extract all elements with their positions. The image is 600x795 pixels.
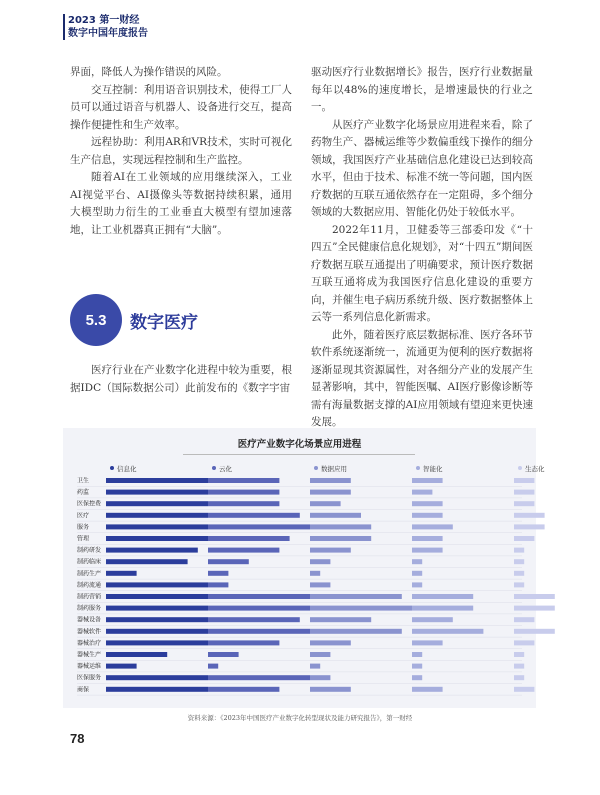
bar	[310, 571, 320, 576]
bar	[412, 664, 422, 669]
bar	[106, 559, 188, 564]
category-label: 器械治疗	[77, 639, 102, 647]
page-number: 78	[70, 731, 85, 746]
bar	[310, 640, 351, 645]
bar	[106, 664, 137, 669]
bar	[208, 675, 310, 680]
bar	[106, 606, 208, 611]
paragraph: 随着AI在工业领域的应用继续深入，工业AI视觉平台、AI摄像头等数据持续积累，通用大模型助力衍生的工业垂直大模型有望加速落地，让工业机器真正拥有“大脑”。	[70, 171, 292, 236]
category-label: 卫生	[77, 477, 90, 485]
category-label: 器械运维	[77, 663, 102, 671]
bar	[208, 548, 279, 553]
section-title: 数字医疗	[130, 312, 198, 333]
bar	[208, 478, 279, 483]
legend-marker	[314, 466, 318, 470]
bar	[412, 513, 443, 518]
header-report-title: 数字中国年度报告	[68, 28, 148, 39]
bar	[208, 559, 249, 564]
bar	[106, 640, 208, 645]
bar	[208, 664, 218, 669]
bar	[208, 687, 279, 692]
bar	[310, 559, 330, 564]
category-label: 医疗	[77, 512, 90, 520]
bar	[208, 582, 228, 587]
bar	[514, 513, 545, 518]
bar	[310, 675, 330, 680]
legend-marker	[518, 466, 522, 470]
bar	[412, 478, 443, 483]
paragraph: 交互控制：利用语音识别技术，使得工厂人员可以通过语音与机器人、设备进行交互，提高操作便捷性和生产效率。	[70, 83, 292, 131]
bar	[412, 640, 443, 645]
bar	[514, 594, 555, 599]
bar	[208, 652, 239, 657]
category-label: 制药研发	[77, 547, 102, 555]
bar	[106, 571, 137, 576]
chart-panel	[63, 428, 545, 708]
category-label: 服务	[77, 523, 90, 531]
bar	[514, 629, 555, 634]
bar	[106, 675, 208, 680]
paragraph: 驱动医疗行业数据增长》报告，医疗行业数据量每年以48%的速度增长，是增速最快的行业之一。	[311, 66, 533, 113]
category-label: 管理	[77, 535, 90, 543]
bar	[514, 606, 555, 611]
bar	[514, 478, 534, 483]
legend-label: 生态化	[525, 465, 545, 473]
header-accent-bar	[63, 14, 65, 40]
bar	[106, 594, 208, 599]
paragraph: 从医疗产业数字化场景应用进程来看，除了药物生产、器械运维等少数偏重线下操作的细分领域，我国医疗产业基础信息化建设已达到较高水平，但由于技术、标准不统一等问题，国内医疗数据的互联互通依然存在一定阻碍，多个细分领域的大数据应用、智能化仍处于较低水平。	[311, 118, 533, 218]
bar	[412, 490, 432, 495]
bar	[310, 513, 361, 518]
bar	[514, 548, 524, 553]
bar	[106, 629, 208, 634]
bar	[412, 524, 453, 529]
category-label: 制药生产	[77, 570, 102, 578]
bar	[106, 687, 208, 692]
bar	[412, 501, 443, 506]
bar	[106, 536, 208, 541]
paragraph: 医疗行业在产业数字化进程中较为重要，根据IDC（国际数据公司）此前发布的《数字宇宙	[70, 364, 292, 394]
bar	[310, 617, 371, 622]
bar	[208, 524, 310, 529]
bar	[106, 513, 208, 518]
bar	[106, 524, 208, 529]
bar	[208, 513, 300, 518]
bar	[208, 536, 290, 541]
bar	[310, 478, 351, 483]
legend-marker	[212, 466, 216, 470]
bar	[514, 536, 534, 541]
category-label: 制药服务	[77, 605, 102, 613]
bar	[208, 640, 279, 645]
bar	[412, 606, 473, 611]
bar	[208, 501, 279, 506]
bar	[412, 629, 483, 634]
bar	[310, 524, 371, 529]
bar	[514, 524, 545, 529]
bar	[412, 687, 443, 692]
category-label: 制药营销	[77, 593, 102, 601]
bar	[106, 548, 198, 553]
bar	[514, 571, 524, 576]
chart-title: 医疗产业数字化场景应用进程	[237, 439, 362, 450]
chart-svg	[63, 428, 545, 708]
paragraph: 界面，降低人为操作错误的风险。	[70, 66, 228, 78]
left-column-text	[70, 64, 292, 239]
bar	[412, 594, 473, 599]
legend-label: 智能化	[423, 465, 443, 473]
bar	[514, 501, 534, 506]
bar	[514, 559, 524, 564]
bar	[514, 617, 534, 622]
legend-label: 信息化	[117, 465, 137, 473]
bar	[208, 490, 279, 495]
category-label: 器械设备	[77, 616, 102, 624]
legend-marker	[416, 466, 420, 470]
paragraph: 远程协助：利用AR和VR技术，实时可视化生产信息，实现远程控制和生产监控。	[70, 136, 292, 166]
category-label: 商保	[77, 686, 90, 694]
left-column-bottom-text	[70, 362, 292, 397]
bar	[208, 594, 310, 599]
bar	[412, 571, 422, 576]
bar	[208, 629, 310, 634]
paragraph: 2022年11月，卫健委等三部委印发《“十四五”全民健康信息化规划》，对“十四五”期间医疗数据互联互通提出了明确要求，预计医疗数据互联互通将成为我国医疗信息化建设的重要方向，并催生电子病历系统升级、医疗数据整体上云等一系列信息化新需求。	[311, 223, 533, 323]
bar	[514, 687, 534, 692]
bar	[106, 582, 208, 587]
bar	[310, 687, 351, 692]
category-label: 医保服务	[77, 674, 102, 682]
bar	[106, 501, 208, 506]
bar	[514, 664, 524, 669]
bar	[514, 652, 524, 657]
chart-source-note: 资料来源：《2023年中国医疗产业数字化转型现状及能力研究报告》，第一财经	[187, 714, 413, 722]
bar	[412, 548, 443, 553]
bar	[208, 606, 310, 611]
bar	[412, 559, 422, 564]
legend-label: 云化	[219, 465, 232, 473]
category-label: 医保控费	[77, 500, 102, 508]
bar	[208, 571, 228, 576]
category-label: 药监	[77, 489, 90, 497]
bar	[310, 652, 330, 657]
bar	[412, 617, 453, 622]
header-report-year: 2023 第一财经	[68, 15, 140, 26]
category-label: 制药临床	[77, 558, 102, 566]
bar	[514, 582, 524, 587]
bar	[310, 629, 402, 634]
paragraph: 此外，随着医疗底层数据标准、医疗各环节软件系统逐渐统一，流通更为便利的医疗数据将逐渐显现其资源属性，对各细分产业的发展产生显著影响，其中，智能医嘱、AI医疗影像诊断等需有海量数据支撑的AI应用领域有望迎来更快速发展。	[311, 328, 533, 428]
bar	[106, 490, 208, 495]
section-number-badge: 5.3	[70, 294, 122, 346]
category-label: 制药流通	[77, 581, 102, 589]
legend-label: 数据应用	[321, 465, 347, 473]
category-label: 器械软件	[77, 628, 102, 636]
bar	[412, 652, 422, 657]
bar	[310, 594, 402, 599]
bar	[412, 536, 443, 541]
bar	[106, 617, 208, 622]
bar	[514, 675, 524, 680]
bar	[106, 652, 167, 657]
legend-marker	[110, 466, 114, 470]
bar	[412, 582, 422, 587]
section-heading	[70, 294, 198, 346]
bar	[310, 582, 330, 587]
bar	[106, 478, 208, 483]
bar	[310, 548, 351, 553]
bar	[310, 606, 412, 611]
bar	[514, 640, 534, 645]
page-header	[68, 14, 148, 40]
bar	[412, 675, 422, 680]
bar	[514, 490, 534, 495]
category-label: 器械生产	[77, 651, 102, 659]
bar	[310, 536, 371, 541]
bar	[310, 501, 341, 506]
right-column-text	[311, 64, 533, 432]
bar	[310, 664, 320, 669]
bar	[310, 490, 351, 495]
bar	[208, 617, 300, 622]
